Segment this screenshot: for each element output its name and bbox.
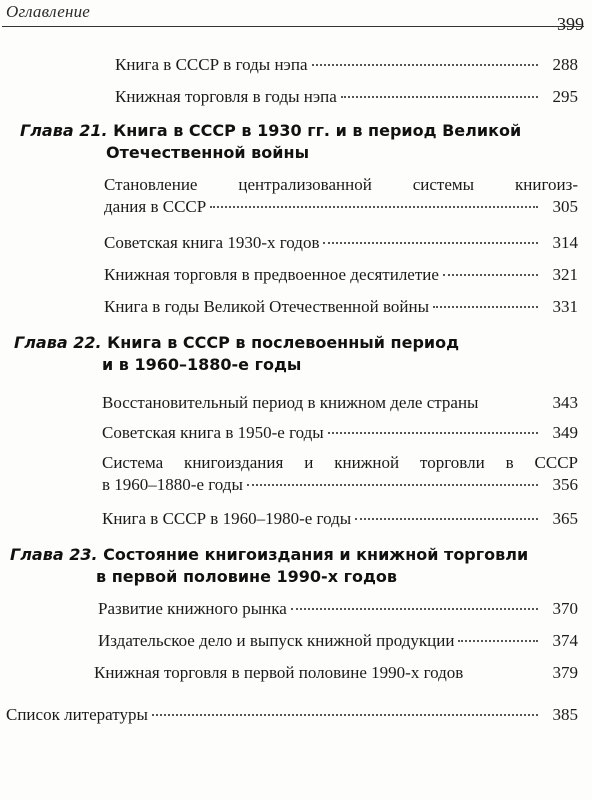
toc-entry-title: Книжная торговля в первой половине 1990-х годов	[94, 663, 464, 682]
dot-leader	[247, 484, 538, 486]
running-header-title: Оглавление	[6, 2, 91, 21]
toc-entry-page: 314	[552, 233, 578, 252]
chapter-label: Глава 22.	[14, 333, 102, 352]
toc-entry[interactable]	[102, 422, 578, 444]
toc-entry-page: 331	[552, 297, 578, 316]
chapter-heading-23[interactable]	[10, 544, 572, 588]
toc-entry-page: 343	[552, 393, 578, 412]
chapter-title: Книга в СССР в послевоенный период	[107, 333, 460, 352]
chapter-title: Книга в СССР в 1930 гг. и в период Великой	[113, 121, 522, 140]
page-number: 399	[557, 14, 584, 34]
toc-entry[interactable]	[104, 174, 578, 218]
dot-leader	[458, 640, 538, 642]
header-rule	[2, 26, 584, 27]
dot-leader	[291, 608, 538, 610]
toc-entry[interactable]	[115, 54, 578, 76]
dot-leader	[210, 206, 538, 208]
chapter-title-cont: в первой половине 1990-х годов	[96, 567, 397, 586]
toc-entry[interactable]	[98, 630, 578, 652]
toc-entry-page: 288	[552, 55, 578, 74]
toc-entry-title: Книга в годы Великой Отечественной войны	[104, 297, 430, 316]
toc-entry[interactable]	[94, 662, 578, 684]
dot-leader	[323, 242, 538, 244]
toc-entry-title: Список литературы	[6, 705, 148, 724]
toc-entry[interactable]	[102, 508, 578, 530]
dot-leader	[433, 306, 538, 308]
toc-entry-page: 349	[552, 423, 578, 442]
toc-entry-title: Советская книга в 1950-е годы	[102, 423, 324, 442]
toc-entry-title: Издательское дело и выпуск книжной продукции	[98, 631, 455, 650]
chapter-title-cont: Отечественной войны	[106, 143, 310, 162]
toc-entry-title: в 1960–1880-е годы	[102, 475, 243, 494]
chapter-heading-22[interactable]	[14, 332, 572, 376]
toc-entry[interactable]	[98, 598, 578, 620]
toc-entry-bibliography[interactable]	[6, 704, 578, 726]
toc-entry-page: 365	[552, 509, 578, 528]
toc-entry-page: 379	[552, 663, 578, 682]
toc-entry-title: Книжная торговля в годы нэпа	[115, 87, 337, 106]
chapter-label: Глава 21.	[20, 121, 108, 140]
chapter-title: Состояние книгоиздания и книжной торговли	[103, 545, 529, 564]
toc-entry-title: Восстановительный период в книжном деле страны	[102, 393, 479, 412]
toc-entry-title: Книга в СССР в годы нэпа	[115, 55, 308, 74]
toc-entry-title: Книга в СССР в 1960–1980-е годы	[102, 509, 352, 528]
toc-entry-title: Развитие книжного рынка	[98, 599, 287, 618]
toc-entry-title-line1: Система книгоиздания и книжной торговли в СССР	[102, 453, 578, 472]
toc-entry-title: дания в СССР	[104, 197, 207, 216]
toc-entry[interactable]	[104, 232, 578, 254]
chapter-heading-21[interactable]	[20, 120, 572, 164]
toc-entry[interactable]	[115, 86, 578, 108]
toc-entry-page: 356	[552, 475, 578, 494]
dot-leader	[355, 518, 538, 520]
toc-entry[interactable]	[102, 452, 578, 496]
dot-leader	[341, 96, 538, 98]
toc-entry-page: 385	[552, 705, 578, 724]
toc-entry[interactable]	[102, 392, 578, 414]
toc-entry-page: 370	[552, 599, 578, 618]
dot-leader	[328, 432, 538, 434]
toc-entry-page: 374	[552, 631, 578, 650]
toc-entry-title: Советская книга 1930-х годов	[104, 233, 320, 252]
dot-leader	[312, 64, 539, 66]
chapter-title-cont: и в 1960–1880-е годы	[102, 355, 302, 374]
toc-entry-page: 321	[552, 265, 578, 284]
toc-entry-title-line1: Становление централизованной системы книгоиз-	[104, 175, 578, 194]
dot-leader	[152, 714, 538, 716]
toc-entry-page: 305	[552, 197, 578, 216]
dot-leader	[443, 274, 538, 276]
chapter-label: Глава 23.	[10, 545, 98, 564]
toc-entry[interactable]	[104, 296, 578, 318]
toc-entry-page: 295	[552, 87, 578, 106]
toc-entry[interactable]	[104, 264, 578, 286]
toc-entry-title: Книжная торговля в предвоенное десятилетие	[104, 265, 439, 284]
